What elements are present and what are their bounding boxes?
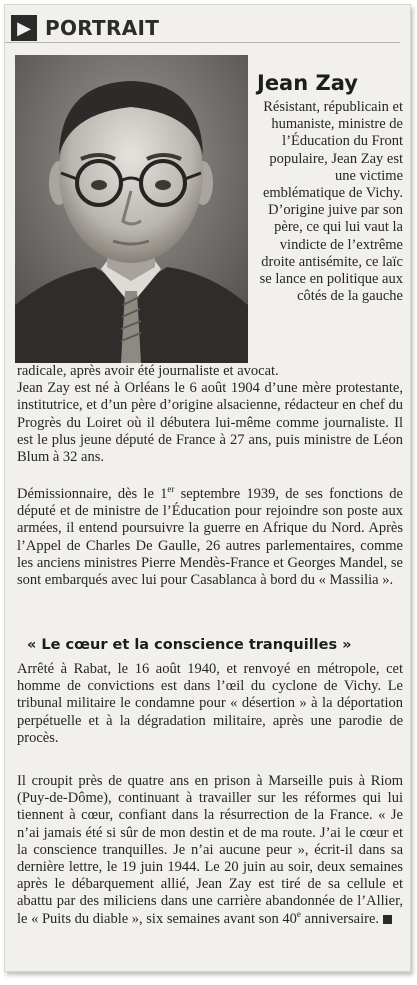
paragraph-2-rest: septembre 1939, de ses fonctions de député et de ministre de l’Éducation pour rejoindre son poste aux armées, il entend poursuivre la guerre en Afrique du Nord. Après l’Appel de Charles De Gaulle, 26 autres parlementaires, comme les anciens ministres Pierre Mendès-France et Georges Mandel, se sont embarqués avec lui pour Casablanca à bord du « Massilia ».: [17, 486, 403, 589]
rubric-divider: [5, 42, 400, 43]
paragraph-3-block: [17, 661, 403, 747]
intro-continued-text: radicale, après avoir été journaliste et avocat.: [17, 363, 279, 379]
paragraph-2-block: [17, 486, 403, 589]
paragraph-2: [17, 486, 403, 589]
ordinal-sup: e: [296, 908, 301, 919]
rubric-label: PORTRAIT: [45, 16, 160, 40]
rubric-header: [11, 13, 406, 43]
paragraph-4: [17, 773, 403, 928]
section-subhead: « Le cœur et la conscience tranquilles »: [27, 637, 352, 653]
paragraph-3: Arrêté à Rabat, le 16 août 1940, et renvoyé en métropole, cet homme de convictions est dans l’œil du cyclone de Vichy. Le tribunal militaire le condamne pour « désertion » à la déportation perpétuelle et à la dégradation militaire, après une parodie de procès.: [17, 661, 403, 746]
paragraph-2-prefix: Démissionnaire, dès le 1: [17, 486, 168, 502]
newspaper-clipping: [4, 4, 411, 972]
paragraph-1: Jean Zay est né à Orléans le 6 août 1904 d’une mère protestante, institutrice, et d’un père d’origine alsacienne, rédacteur en chef du Progrès du Loiret où il débutera lui-même comme journaliste. Il est le plus jeune député de France à 27 ans, puis ministre de Léon Blum à 32 ans.: [17, 380, 403, 466]
paragraph-4-text: Il croupit près de quatre ans en prison à Marseille puis à Riom (Puy-de-Dôme), continuant à travailler sur les réformes qui lui tiennent à cœur, confiant dans la résurrection de la France. « Je n’ai jamais été si sûr de mon destin et de ma route. J’ai le cœur et la conscience tranquilles. Je n’ai aucune peur », écrit-il dans sa dernière lettre, le 19 juin 1944. Le 20 juin au soir, deux semaines après le débarquement allié, Jean Zay est tiré de sa cellule et abattu par des miliciens dans une carrière abandonnée de l’Allier, le « Puits du diable », six semaines avant son 40: [17, 773, 403, 927]
portrait-illustration: [15, 55, 248, 363]
intro-continuation: [17, 363, 403, 466]
intro-side-column: [251, 99, 403, 305]
paragraph-4-block: [17, 773, 403, 928]
intro-text: Résistant, républicain et humaniste, ministre de l’Éducation du Front populaire, Jean Zay est une victime emblématique de Vichy. D’origine juive par son père, ce qui lui vaut la vindicte de l’extrême droite antisémite, ce laïc se lance en politique aux côtés de la gauche: [259, 99, 403, 305]
ordinal-sup: er: [167, 484, 175, 495]
arrow-icon: ▶: [11, 15, 37, 41]
portrait-photo: [15, 55, 248, 363]
article-title: Jean Zay: [257, 71, 358, 95]
paragraph-4-end: anniversaire.: [300, 910, 380, 927]
end-square-icon: [383, 915, 392, 924]
